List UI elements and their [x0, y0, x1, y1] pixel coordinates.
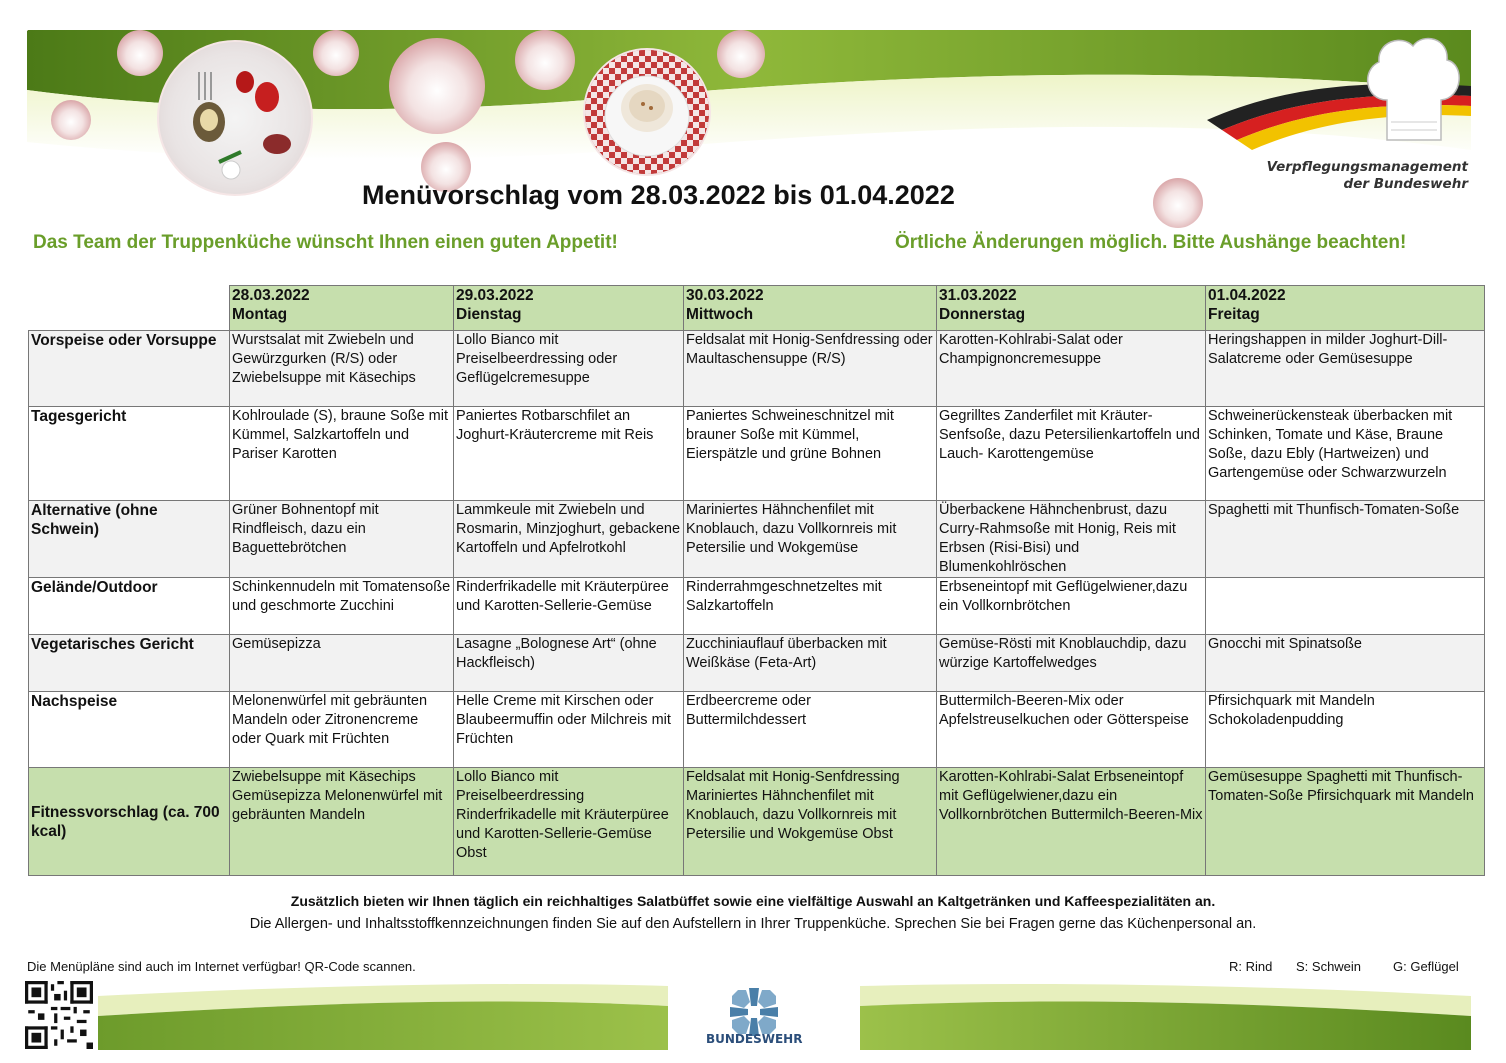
menu-cell: Feldsalat mit Honig-Senfdressing Mariniertes Hähnchenfilet mit Knoblauch, dazu Vollkornreis mit Petersilie und Wokgemüse Obst — [684, 768, 937, 876]
menu-table — [28, 285, 1485, 876]
menu-cell: Spaghetti mit Thunfisch-Tomaten-Soße — [1206, 501, 1485, 578]
menu-cell: Überbackene Hähnchenbrust, dazu Curry-Rahmsoße mit Honig, Reis mit Erbsen (Risi-Bisi) und Blumenkohlröschen — [937, 501, 1206, 578]
menu-cell: Wurstsalat mit Zwiebeln und Gewürzgurken (R/S) oder Zwiebelsuppe mit Käsechips — [230, 331, 454, 407]
menu-cell: Kohlroulade (S), braune Soße mit Kümmel, Salzkartoffeln und Pariser Karotten — [230, 407, 454, 501]
decor-circle — [389, 38, 485, 134]
menu-cell: Gnocchi mit Spinatsoße — [1206, 635, 1485, 692]
table-row — [29, 501, 1485, 578]
menu-cell: Paniertes Schweineschnitzel mit brauner Soße mit Kümmel, Eierspätzle und grüne Bohnen — [684, 407, 937, 501]
menu-cell: Rinderfrikadelle mit Kräuterpüree und Karotten-Sellerie-Gemüse — [454, 578, 684, 635]
table-row — [29, 692, 1485, 768]
menu-cell: Mariniertes Hähnchenfilet mit Knoblauch, dazu Vollkornreis mit Petersilie und Wokgemüse — [684, 501, 937, 578]
menu-cell: Pfirsichquark mit Mandeln Schokoladenpudding — [1206, 692, 1485, 768]
coffee-photo-image — [585, 50, 709, 174]
table-row — [29, 407, 1485, 501]
row-label: Gelände/Outdoor — [29, 578, 230, 635]
day-header-wednesday: 30.03.2022 Mittwoch — [684, 286, 937, 331]
menu-cell — [1206, 578, 1485, 635]
logo-text-line2: der Bundeswehr — [1343, 176, 1468, 192]
table-row — [29, 635, 1485, 692]
menu-cell: Erbseneintopf mit Geflügelwiener,dazu ein Vollkornbrötchen — [937, 578, 1206, 635]
table-row — [29, 578, 1485, 635]
legend-schwein: S: Schwein — [1296, 959, 1362, 974]
menu-cell: Gegrilltes Zanderfilet mit Kräuter-Senfsoße, dazu Petersilienkartoffeln und Lauch- Karottengemüse — [937, 407, 1206, 501]
decor-circle — [117, 30, 163, 76]
salad-note: Zusätzlich bieten wir Ihnen täglich ein reichhaltiges Salatbüffet sowie eine vielfältige Auswahl an Kaltgetränken und Kaffeespezialitäten an. — [290, 893, 1216, 909]
qr-code-icon[interactable] — [25, 981, 93, 1049]
menu-cell: Erdbeercreme oder Buttermilchdessert — [684, 692, 937, 768]
decor-circle — [717, 30, 765, 78]
page-title: Menüvorschlag vom 28.03.2022 bis 01.04.2022 — [362, 180, 955, 210]
menu-cell: Lollo Bianco mit Preiselbeerdressing oder Geflügelcremesuppe — [454, 331, 684, 407]
row-label: Vegetarisches Gericht — [29, 635, 230, 692]
menu-cell: Paniertes Rotbarschfilet an Joghurt-Kräutercreme mit Reis — [454, 407, 684, 501]
menu-cell: Gemüsesuppe Spaghetti mit Thunfisch-Tomaten-Soße Pfirsichquark mit Mandeln — [1206, 768, 1485, 876]
menu-cell: Schweinerückensteak überbacken mit Schinken, Tomate und Käse, Braune Soße, dazu Ebly (Hartweizen) und Gartengemüse oder Schwarzwurzeln — [1206, 407, 1485, 501]
menu-cell: Lollo Bianco mit Preiselbeerdressing Rinderfrikadelle mit Kräuterpüree und Karotten-Sellerie-Gemüse Obst — [454, 768, 684, 876]
footer-band-left — [98, 976, 668, 1050]
menu-cell: Heringshappen in milder Joghurt-Dill-Salatcreme oder Gemüsesuppe — [1206, 331, 1485, 407]
greeting-left: Das Team der Truppenküche wünscht Ihnen einen guten Appetit! — [33, 232, 618, 253]
decor-circle — [313, 30, 359, 76]
menu-cell: Melonenwürfel mit gebräunten Mandeln oder Zitronencreme oder Quark mit Früchten — [230, 692, 454, 768]
day-header-row — [29, 286, 1485, 331]
menu-cell: Lammkeule mit Zwiebeln und Rosmarin, Minzjoghurt, gebackene Kartoffeln und Apfelrotkohl — [454, 501, 684, 578]
menu-cell: Feldsalat mit Honig-Senfdressing oder Maultaschensuppe (R/S) — [684, 331, 937, 407]
logo-text — [1253, 159, 1468, 193]
corner-cell — [29, 286, 230, 331]
decor-circle — [1153, 178, 1203, 228]
row-label: Fitnessvorschlag (ca. 700 kcal) — [29, 768, 230, 876]
bundeswehr-wordmark: BUNDESWEHR — [706, 1032, 803, 1046]
food-photo-image — [159, 42, 311, 194]
coffee-photo-plate — [583, 48, 711, 176]
decor-circle — [51, 100, 91, 140]
day-header-friday: 01.04.2022 Freitag — [1206, 286, 1485, 331]
row-label: Tagesgericht — [29, 407, 230, 501]
menu-cell: Rinderrahmgeschnetzeltes mit Salzkartoffeln — [684, 578, 937, 635]
table-row — [29, 331, 1485, 407]
row-label: Alternative (ohne Schwein) — [29, 501, 230, 578]
row-label: Vorspeise oder Vorsuppe — [29, 331, 230, 407]
qr-note: Die Menüpläne sind auch im Internet verfügbar! QR-Code scannen. — [27, 959, 416, 974]
menu-cell: Gemüse-Rösti mit Knoblauchdip, dazu würzige Kartoffelwedges — [937, 635, 1206, 692]
food-photo-plate — [157, 40, 313, 196]
day-header-monday: 28.03.2022 Montag — [230, 286, 454, 331]
menu-cell: Helle Creme mit Kirschen oder Blaubeermuffin oder Milchreis mit Früchten — [454, 692, 684, 768]
menu-cell: Karotten-Kohlrabi-Salat oder Champignoncremesuppe — [937, 331, 1206, 407]
decor-circle — [515, 30, 575, 90]
decor-circle — [27, 30, 28, 31]
menu-cell: Grüner Bohnentopf mit Rindfleisch, dazu ein Baguettebrötchen — [230, 501, 454, 578]
menu-cell: Lasagne „Bolognese Art“ (ohne Hackfleisch) — [454, 635, 684, 692]
menu-cell: Zwiebelsuppe mit Käsechips Gemüsepizza Melonenwürfel mit gebräunten Mandeln — [230, 768, 454, 876]
table-row — [29, 768, 1485, 876]
menu-cell: Buttermilch-Beeren-Mix oder Apfelstreuselkuchen oder Götterspeise — [937, 692, 1206, 768]
menu-cell: Zucchiniauflauf überbacken mit Weißkäse (Feta-Art) — [684, 635, 937, 692]
allergen-note: Die Allergen- und Inhaltsstoffkennzeichnungen finden Sie auf den Aufstellern in Ihrer Truppenküche. Sprechen Sie bei Fragen gerne das Küchenpersonal an. — [249, 916, 1257, 932]
legend-gefluegel: G: Geflügel — [1393, 959, 1459, 974]
row-label: Nachspeise — [29, 692, 230, 768]
legend-rind: R: Rind — [1229, 959, 1273, 974]
menu-cell: Gemüsepizza — [230, 635, 454, 692]
greeting-right: Örtliche Änderungen möglich. Bitte Aushänge beachten! — [895, 232, 1407, 253]
logo-text-line1: Verpflegungsmanagement — [1266, 159, 1468, 175]
menu-cell: Schinkennudeln mit Tomatensoße und geschmorte Zucchini — [230, 578, 454, 635]
day-header-thursday: 31.03.2022 Donnerstag — [937, 286, 1206, 331]
chef-hat-icon — [1357, 30, 1467, 150]
menu-cell: Karotten-Kohlrabi-Salat Erbseneintopf mit Geflügelwiener,dazu ein Vollkornbrötchen Buttermilch-Beeren-Mix — [937, 768, 1206, 876]
day-header-tuesday: 29.03.2022 Dienstag — [454, 286, 684, 331]
footer-band-right — [860, 976, 1471, 1050]
